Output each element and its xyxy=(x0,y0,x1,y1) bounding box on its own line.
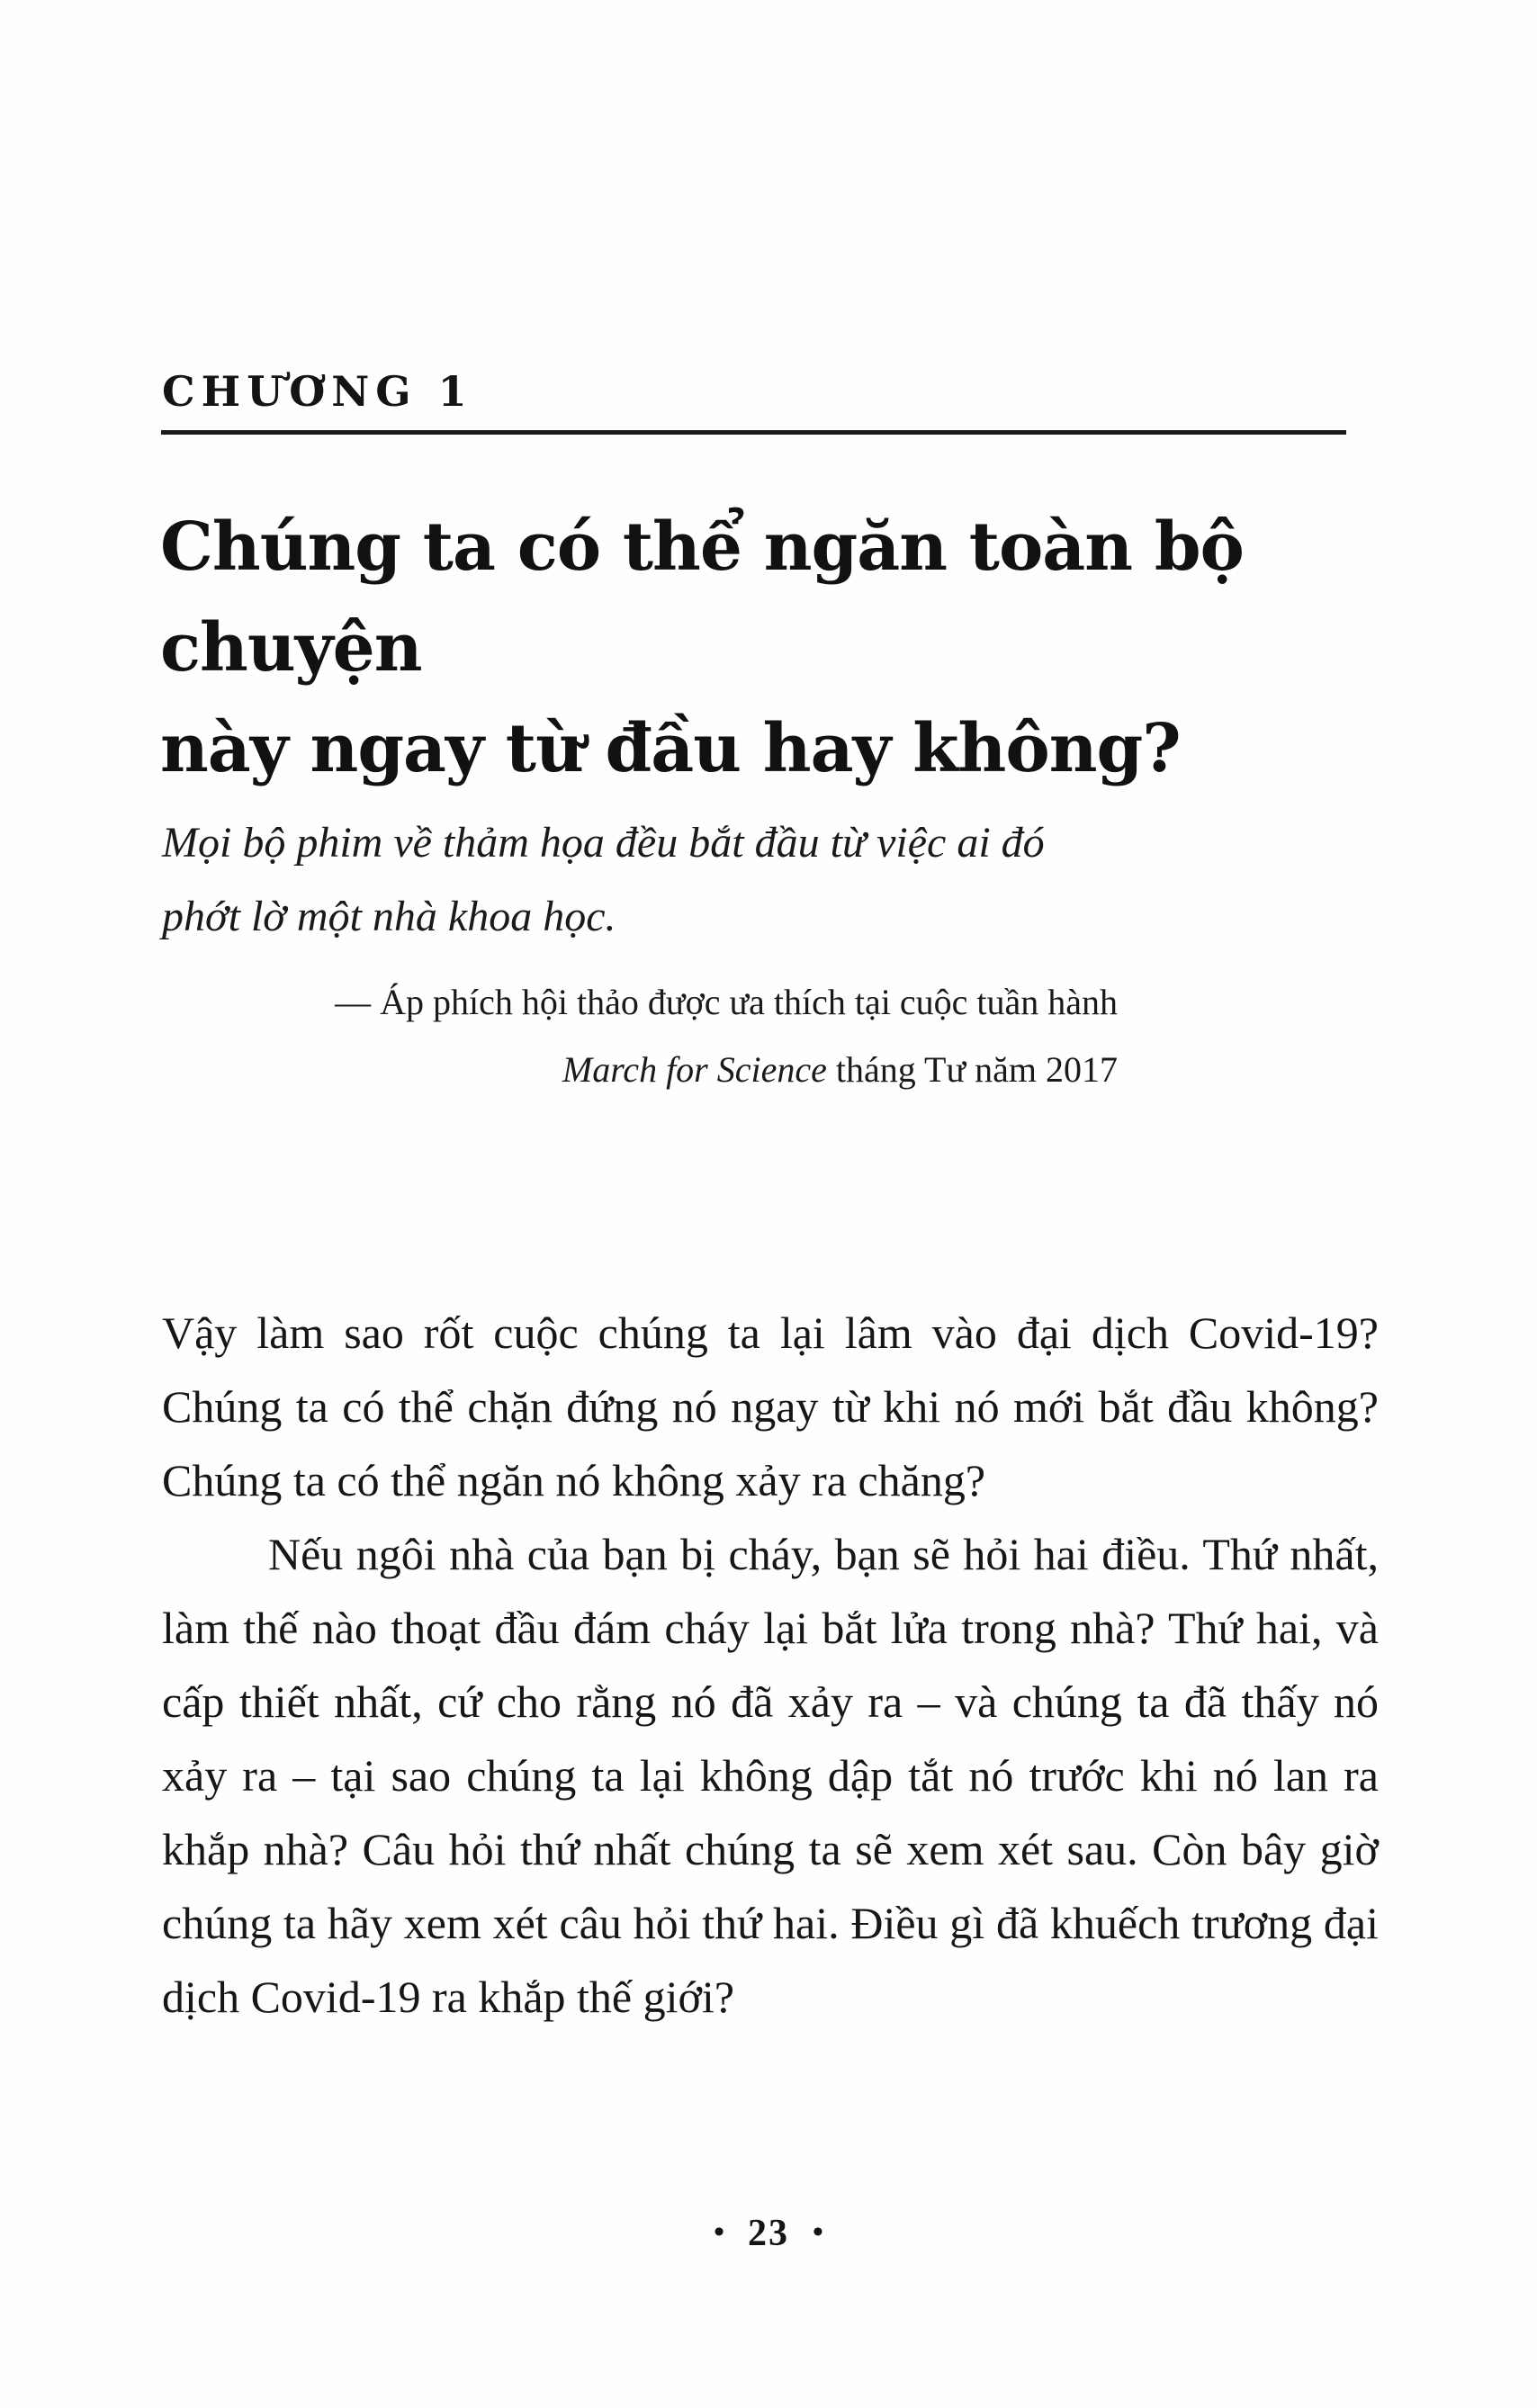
chapter-title-line-2: này ngay từ đầu hay không? xyxy=(160,710,1181,787)
page-number-dot-right: • xyxy=(813,2215,823,2249)
chapter-title xyxy=(160,497,1420,799)
epigraph xyxy=(162,806,1179,954)
epigraph-line-2: phớt lờ một nhà khoa học. xyxy=(162,893,616,940)
paragraph: Nếu ngôi nhà của bạn bị cháy, bạn sẽ hỏi hai điều. Thứ nhất, làm thế nào thoạt đầu đám cháy lại bắt lửa trong nhà? Thứ hai, và cấp thiết nhất, cứ cho rằng nó đã xảy ra – và chúng ta đã thấy nó xảy ra – tại sao chúng ta lại không dập tắt nó trước khi nó lan ra khắp nhà? Câu hỏi thứ nhất chúng ta sẽ xem xét sau. Còn bây giờ chúng ta hãy xem xét câu hỏi thứ hai. Điều gì đã khuếch trương đại dịch Covid-19 ra khắp thế giới? xyxy=(162,1529,1379,2022)
paragraph: Vậy làm sao rốt cuộc chúng ta lại lâm vào đại dịch Covid-19? Chúng ta có thể chặn đứng nó ngay từ khi nó mới bắt đầu không? Chúng ta có thể ngăn nó không xảy ra chăng? xyxy=(162,1307,1379,1505)
body-text xyxy=(162,1296,1379,2034)
attribution-line-2 xyxy=(162,1036,1118,1103)
chapter-label: CHƯƠNG 1 xyxy=(162,367,473,416)
attribution-date: tháng Tư năm 2017 xyxy=(826,1049,1118,1090)
epigraph-attribution xyxy=(162,968,1118,1103)
attribution-work-title: March for Science xyxy=(562,1049,827,1090)
chapter-title-line-1: Chúng ta có thể ngăn toàn bộ chuyện xyxy=(160,508,1244,687)
page-number-dot-left: • xyxy=(714,2215,724,2249)
page-number-value: 23 xyxy=(748,2213,789,2254)
epigraph-line-1: Mọi bộ phim về thảm họa đều bắt đầu từ việc ai đó xyxy=(162,819,1045,867)
page-number xyxy=(0,2212,1537,2255)
chapter-underline xyxy=(161,430,1346,435)
attribution-line-1: — Áp phích hội thảo được ưa thích tại cuộc tuần hành xyxy=(335,982,1118,1022)
